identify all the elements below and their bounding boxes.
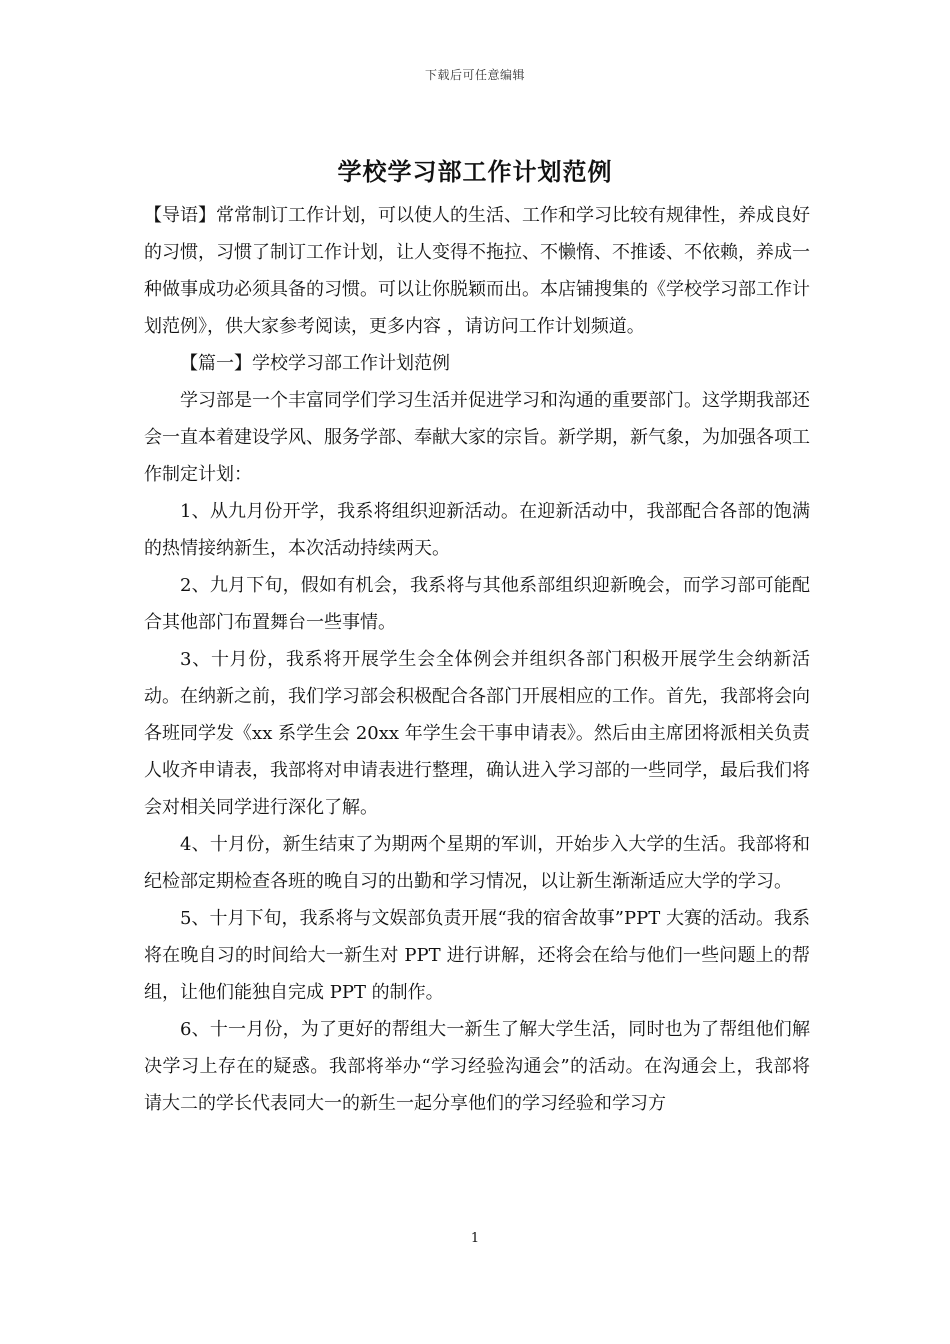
document-title: 学校学习部工作计划范例	[337, 157, 613, 186]
plan-item-1: 1、从九月份开学，我系将组织迎新活动。在迎新活动中，我部配合各部的饱满的热情接纳新生，本次活动持续两天。	[144, 501, 810, 559]
intro-paragraph: 【导语】常常制订工作计划，可以使人的生活、工作和学习比较有规律性，养成良好的习惯，习惯了制订工作计划，让人变得不拖拉、不懒惰、不推诿、不依赖，养成一种做事成功必须具备的习惯。可以让你脱颖而出。本店铺搜集的《学校学习部工作计划范例》，供大家参考阅读，更多内容 ，请访问工作计划频道。	[144, 205, 810, 337]
plan-item-5: 5、十月下旬，我系将与文娱部负责开展“我的宿舍故事”PPT 大赛的活动。我系将在晚自习的时间给大一新生对 PPT 进行讲解，还将会在给与他们一些问题上的帮组，让他们能独自完成 PPT 的制作。	[144, 908, 810, 1003]
page-number: 1	[470, 1231, 480, 1246]
plan-item-6: 6、十一月份，为了更好的帮组大一新生了解大学生活，同时也为了帮组他们解决学习上存在的疑惑。我部将举办“学习经验沟通会”的活动。在沟通会上，我部将请大二的学长代表同大一的新生一起分享他们的学习经验和学习方	[144, 1019, 810, 1114]
document-body	[144, 197, 810, 1122]
section-heading: 【篇一】学校学习部工作计划范例	[180, 353, 450, 374]
plan-item-3: 3、十月份，我系将开展学生会全体例会并组织各部门积极开展学生会纳新活动。在纳新之前，我们学习部会积极配合各部门开展相应的工作。首先，我部将会向各班同学发《xx 系学生会 20xx 年学生会干事申请表》。然后由主席团将派相关负责人收齐申请表，我部将对申请表进行整理，确认进入学习部的一些同学，最后我们将会对相关同学进行深化了解。	[144, 649, 810, 818]
plan-item-4: 4、十月份，新生结束了为期两个星期的军训，开始步入大学的生活。我部将和纪检部定期检查各班的晚自习的出勤和学习情况，以让新生渐渐适应大学的学习。	[144, 834, 810, 892]
plan-item-2: 2、九月下旬，假如有机会，我系将与其他系部组织迎新晚会，而学习部可能配合其他部门布置舞台一些事情。	[144, 575, 810, 633]
page-header-note: 下载后可任意编辑	[424, 68, 525, 82]
body-paragraph: 学习部是一个丰富同学们学习生活并促进学习和沟通的重要部门。这学期我部还会一直本着建设学风、服务学部、奉献大家的宗旨。新学期，新气象，为加强各项工作制定计划：	[144, 390, 810, 485]
